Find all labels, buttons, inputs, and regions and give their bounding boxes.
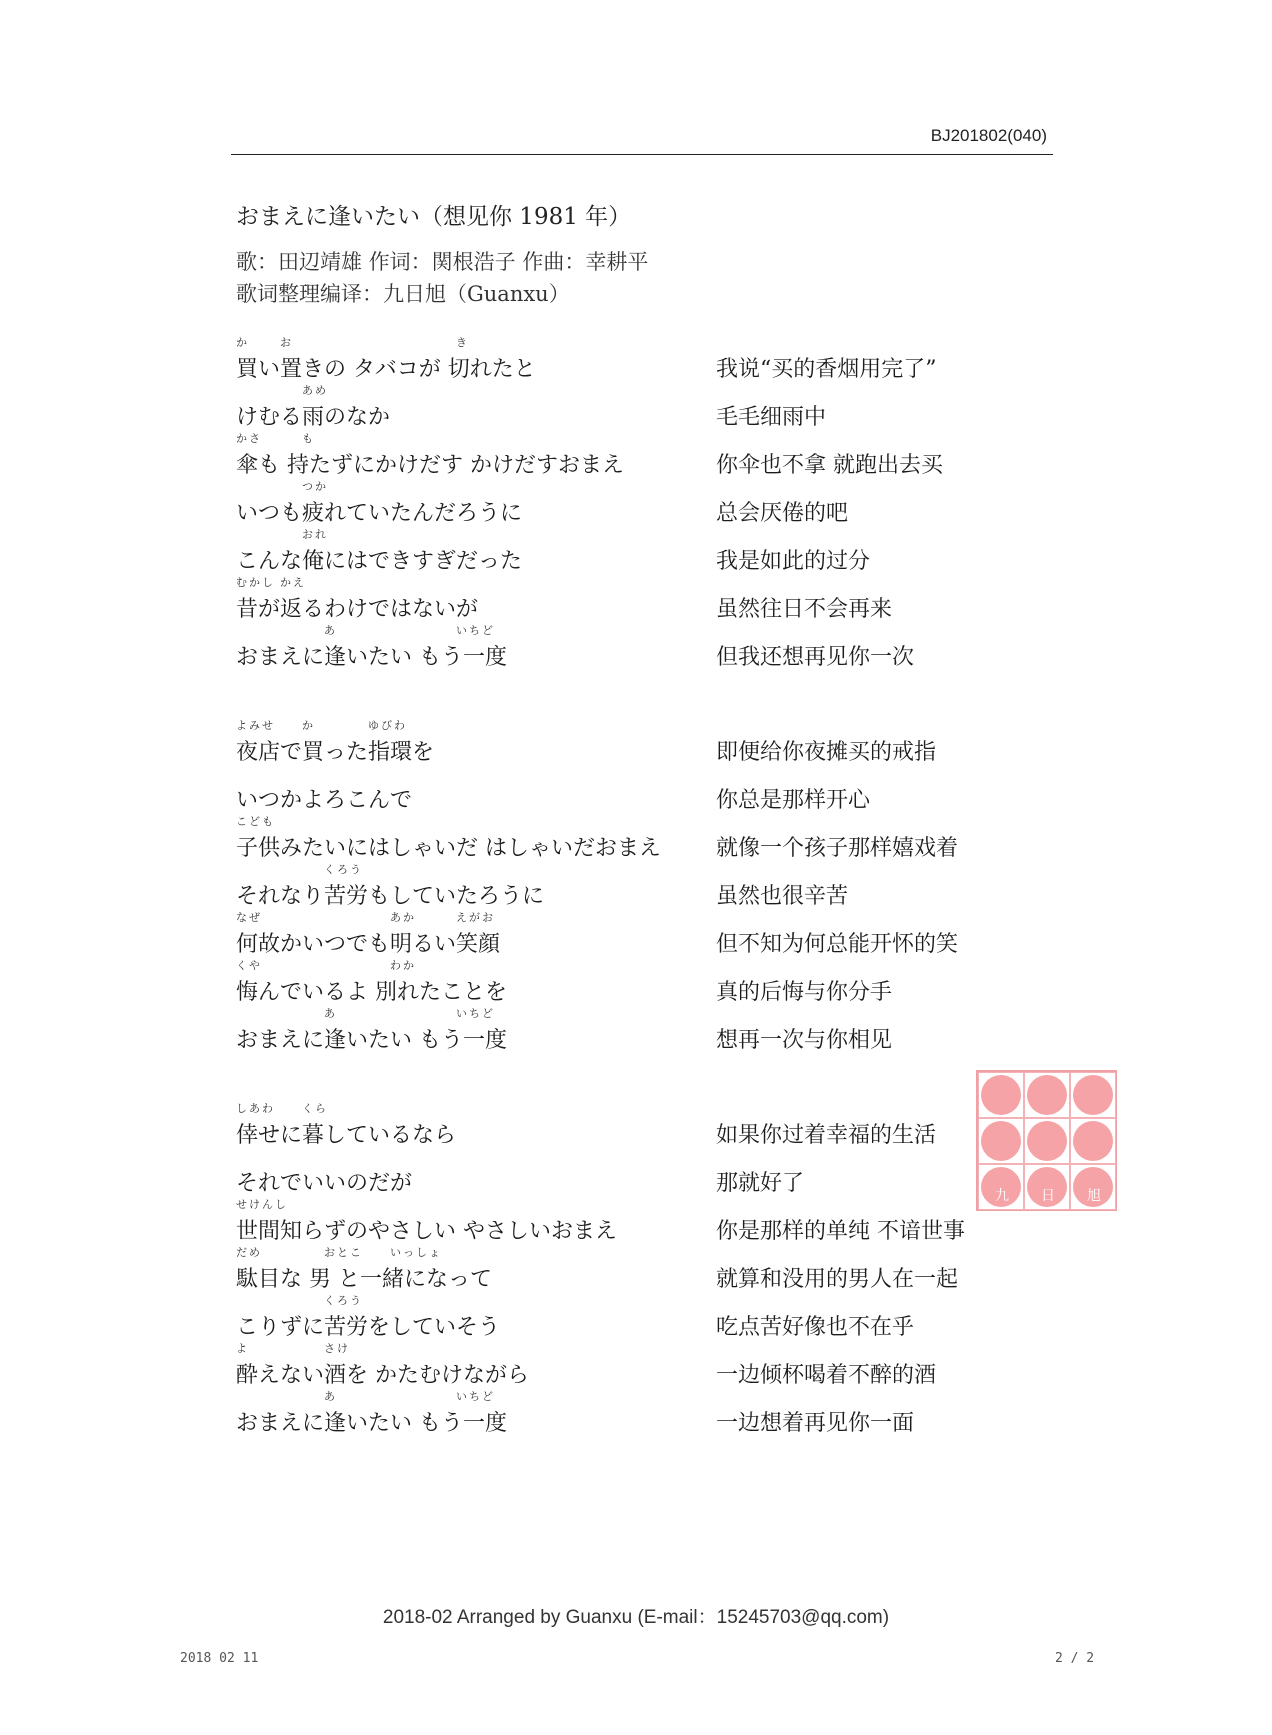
chinese-translation: 真的后悔与你分手 bbox=[716, 980, 893, 1005]
chinese-translation: 你总是那样开心 bbox=[716, 788, 871, 813]
furigana: くや bbox=[236, 959, 262, 972]
seal-cell bbox=[978, 1072, 1024, 1118]
chinese-translation: 虽然往日不会再来 bbox=[716, 597, 893, 622]
chinese-translation: 我说“买的香烟用完了” bbox=[716, 357, 937, 382]
chinese-translation: 虽然也很辛苦 bbox=[716, 884, 849, 909]
furigana: いちど bbox=[456, 1007, 495, 1020]
furigana: かさ bbox=[236, 432, 262, 445]
lyric-line bbox=[236, 863, 1016, 917]
document-code: BJ201802(040) bbox=[930, 126, 1047, 145]
furigana: おとこ bbox=[324, 1246, 363, 1259]
japanese-lyric: おまえに逢いたい もう一度 bbox=[236, 1028, 507, 1053]
furigana: ゆびわ bbox=[368, 719, 407, 732]
lyric-line bbox=[236, 1390, 1016, 1444]
chinese-translation: 总会厌倦的吧 bbox=[716, 501, 849, 526]
lyric-line bbox=[236, 384, 1016, 438]
seal-dot bbox=[1027, 1075, 1067, 1115]
furigana: せけんし bbox=[236, 1198, 288, 1211]
chinese-translation: 你伞也不拿 就跑出去买 bbox=[716, 453, 943, 478]
song-title: おまえに逢いたい（想见你 1981 年） bbox=[236, 204, 632, 230]
chinese-translation: 你是那样的单纯 不谙世事 bbox=[716, 1219, 965, 1244]
furigana: しあわ bbox=[236, 1102, 275, 1115]
furigana: あめ bbox=[302, 384, 328, 397]
seal-dot bbox=[1073, 1075, 1113, 1115]
furigana: おれ bbox=[302, 528, 328, 541]
lyric-line bbox=[236, 959, 1016, 1013]
lyric-line bbox=[236, 1342, 1016, 1396]
chinese-translation: 就像一个孩子那样嬉戏着 bbox=[716, 836, 959, 861]
furigana: かえ bbox=[280, 576, 306, 589]
chinese-translation: 就算和没用的男人在一起 bbox=[716, 1267, 959, 1292]
furigana: よみせ bbox=[236, 719, 275, 732]
japanese-lyric: 傘も 持たずにかけだす かけだすおまえ bbox=[236, 453, 624, 478]
seal-cell bbox=[978, 1164, 1024, 1210]
lyric-line bbox=[236, 773, 1016, 821]
japanese-lyric: おまえに逢いたい もう一度 bbox=[236, 1411, 507, 1436]
japanese-lyric: 世間知らずのやさしい やさしいおまえ bbox=[236, 1219, 617, 1244]
furigana: こども bbox=[236, 815, 275, 828]
japanese-lyric: 酔えない酒を かたむけながら bbox=[236, 1363, 529, 1388]
lyric-line bbox=[236, 719, 1016, 773]
japanese-lyric: こりずに苦労をしていそう bbox=[236, 1315, 501, 1340]
chinese-translation: 一边想着再见你一面 bbox=[716, 1411, 915, 1436]
footer-arranged: 2018-02 Arranged by Guanxu (E-mail：15245703@qq.com) bbox=[382, 1607, 890, 1628]
furigana: あ bbox=[324, 1007, 337, 1020]
furigana: あ bbox=[324, 624, 337, 637]
furigana: くら bbox=[302, 1102, 328, 1115]
seal-cell bbox=[978, 1118, 1024, 1164]
lyric-line bbox=[236, 1007, 1016, 1061]
japanese-lyric: 昔が返るわけではないが bbox=[236, 597, 479, 622]
song-credits: 歌：田辺靖雄 作词：関根浩子 作曲：幸耕平 bbox=[236, 250, 649, 274]
chinese-translation: 毛毛细雨中 bbox=[716, 405, 827, 430]
chinese-translation: 想再一次与你相见 bbox=[716, 1028, 893, 1053]
furigana: いっしょ bbox=[390, 1246, 442, 1259]
lyric-line bbox=[236, 336, 1016, 390]
furigana: くろう bbox=[324, 863, 363, 876]
lyric-line bbox=[236, 911, 1016, 965]
seal-cell bbox=[1024, 1164, 1070, 1210]
japanese-lyric: おまえに逢いたい もう一度 bbox=[236, 645, 507, 670]
lyric-line bbox=[236, 480, 1016, 534]
seal-cell bbox=[1024, 1072, 1070, 1118]
japanese-lyric: 駄目な 男 と一緒になって bbox=[236, 1267, 492, 1292]
furigana: わか bbox=[390, 959, 416, 972]
japanese-lyric: 買い置きの タバコが 切れたと bbox=[236, 357, 536, 382]
header-rule bbox=[231, 154, 1053, 155]
japanese-lyric: 何故かいつでも明るい笑顔 bbox=[236, 932, 501, 957]
lyric-line bbox=[236, 624, 1016, 678]
furigana: あか bbox=[390, 911, 416, 924]
furigana: き bbox=[456, 336, 469, 349]
lyric-line bbox=[236, 528, 1016, 582]
seal-dot bbox=[981, 1075, 1021, 1115]
furigana: か bbox=[236, 336, 249, 349]
translator-credit: 歌词整理编译：九日旭（Guanxu） bbox=[236, 282, 570, 306]
seal-cell bbox=[1070, 1072, 1116, 1118]
furigana: つか bbox=[302, 480, 328, 493]
seal-dot bbox=[1027, 1121, 1067, 1161]
seal-char: 日 bbox=[1041, 1188, 1055, 1204]
seal-cell bbox=[1070, 1118, 1116, 1164]
seal-char: 九 bbox=[995, 1188, 1009, 1204]
japanese-lyric: こんな俺にはできすぎだった bbox=[236, 549, 523, 574]
chinese-translation: 如果你过着幸福的生活 bbox=[716, 1123, 937, 1148]
furigana: むかし bbox=[236, 576, 275, 589]
chinese-translation: 即便给你夜摊买的戒指 bbox=[716, 740, 937, 765]
seal-dot bbox=[1073, 1121, 1113, 1161]
japanese-lyric: けむる雨のなか bbox=[236, 405, 391, 430]
lyric-line bbox=[236, 1156, 1016, 1204]
furigana: よ bbox=[236, 1342, 249, 1355]
lyric-line bbox=[236, 576, 1016, 630]
furigana: くろう bbox=[324, 1294, 363, 1307]
japanese-lyric: いつかよろこんで bbox=[236, 788, 413, 813]
lyric-line bbox=[236, 432, 1016, 486]
japanese-lyric: 子供みたいにはしゃいだ はしゃいだおまえ bbox=[236, 836, 661, 861]
seal-stamp bbox=[976, 1070, 1117, 1211]
furigana: も bbox=[302, 432, 315, 445]
seal-cell bbox=[1024, 1118, 1070, 1164]
lyric-line bbox=[236, 1294, 1016, 1348]
furigana: お bbox=[280, 336, 293, 349]
chinese-translation: 一边倾杯喝着不醉的酒 bbox=[716, 1363, 937, 1388]
chinese-translation: 我是如此的过分 bbox=[716, 549, 871, 574]
furigana: えがお bbox=[456, 911, 495, 924]
chinese-translation: 但我还想再见你一次 bbox=[716, 645, 915, 670]
furigana: あ bbox=[324, 1390, 337, 1403]
furigana: か bbox=[302, 719, 315, 732]
furigana: いちど bbox=[456, 1390, 495, 1403]
japanese-lyric: 倖せに暮しているなら bbox=[236, 1123, 457, 1148]
seal-dot bbox=[981, 1121, 1021, 1161]
lyric-line bbox=[236, 1102, 1016, 1156]
print-date: 2018 02 11 bbox=[180, 1651, 259, 1666]
chinese-translation: 但不知为何总能开怀的笑 bbox=[716, 932, 959, 957]
chinese-translation: 那就好了 bbox=[716, 1171, 805, 1196]
page-number: 2 / 2 bbox=[1055, 1651, 1095, 1666]
furigana: なぜ bbox=[236, 911, 262, 924]
furigana: さけ bbox=[324, 1342, 350, 1355]
seal-char: 旭 bbox=[1087, 1188, 1101, 1204]
chinese-translation: 吃点苦好像也不在乎 bbox=[716, 1315, 915, 1340]
japanese-lyric: それでいいのだが bbox=[236, 1171, 413, 1196]
japanese-lyric: 悔んでいるよ 別れたことを bbox=[236, 980, 507, 1005]
japanese-lyric: 夜店で買った指環を bbox=[236, 740, 435, 765]
furigana: だめ bbox=[236, 1246, 262, 1259]
furigana: いちど bbox=[456, 624, 495, 637]
japanese-lyric: いつも疲れていたんだろうに bbox=[236, 501, 523, 526]
japanese-lyric: それなり苦労もしていたろうに bbox=[236, 884, 545, 909]
seal-cell bbox=[1070, 1164, 1116, 1210]
